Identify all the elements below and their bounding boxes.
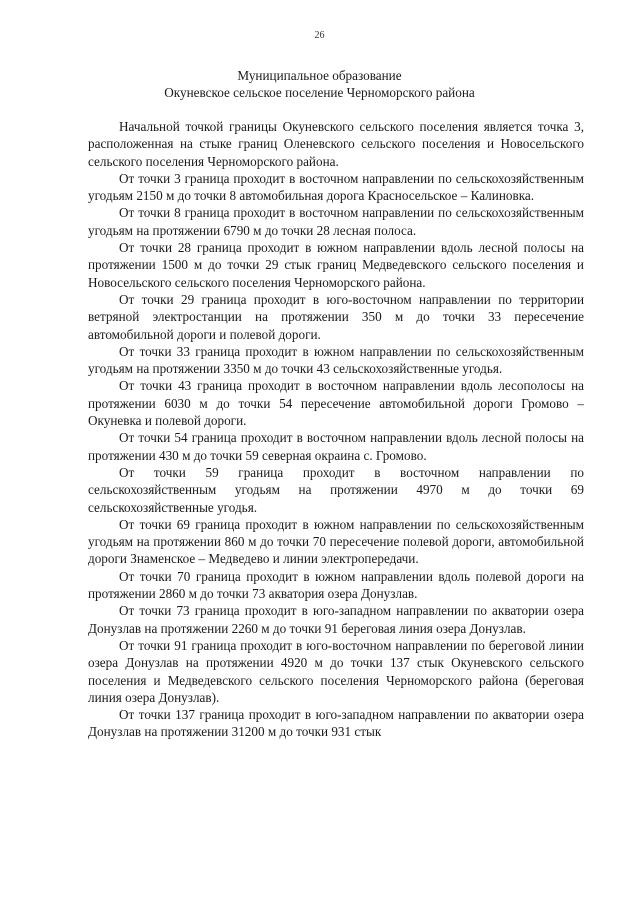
title-line-2: Окуневское сельское поселение Черноморского района — [164, 85, 475, 100]
paragraph: От точки 33 граница проходит в южном направлении по сельскохозяйственным угодьям на протяжении 3350 м до точки 43 сельскохозяйственные угодья. — [88, 343, 584, 377]
paragraph: От точки 91 граница проходит в юго-восточном направлении по береговой линии озера Донузлав на протяжении 4920 м до точки 137 стык Окуневского сельского поселения и Медведевского сельского поселения Черноморского района (береговая линия озера Донузлав). — [88, 637, 584, 705]
page-number: 26 — [314, 30, 325, 41]
paragraph: От точки 137 граница проходит в юго-западном направлении по акватории озера Донузлав на протяжении 31200 м до точки 931 стык — [88, 707, 584, 740]
paragraph: Начальной точкой границы Окуневского сельского поселения является точка 3, расположенная на стыке границ Оленевского сельского поселения и Новосельского сельского поселения Черноморского района. — [88, 119, 584, 169]
paragraph: От точки 28 граница проходит в южном направлении вдоль лесной полосы на протяжении 1500 м до точки 29 стык границ Медведевского сельского поселения и Новосельского сельского поселения Черноморского района. — [88, 240, 584, 290]
paragraph: От точки 43 граница проходит в восточном направлении вдоль лесополосы на протяжении 6030 м до точки 54 пересечение автомобильной дороги Громово – Окуневка и полевой дороги. — [88, 378, 584, 429]
paragraph: От точки 59 граница проходит в восточном направлении по сельскохозяйственным угодьям на протяжении 4970 м до точки 69 сельскохозяйственные угодья. — [88, 464, 584, 515]
paragraph: От точки 3 граница проходит в восточном направлении по сельскохозяйственным угодьям 2150 м до точки 8 автомобильная дорога Красносельское – Калиновка. — [88, 170, 584, 204]
paragraph: От точки 73 граница проходит в юго-западном направлении по акватории озера Донузлав на протяжении 2260 м до точки 91 береговая линия озера Донузлав. — [88, 603, 584, 636]
paragraph: От точки 8 граница проходит в восточном направлении по сельскохозяйственным угодьям на протяжении 6790 м до точки 28 лесная полоса. — [88, 205, 584, 238]
paragraph: От точки 69 граница проходит в южном направлении по сельскохозяйственным угодьям на протяжении 860 м до точки 70 пересечение полевой дороги, автомобильной дороги Знаменское – Медведево и линии электропередачи. — [88, 516, 584, 567]
document-body — [88, 118, 584, 741]
paragraph: От точки 29 граница проходит в юго-восточном направлении по территории ветряной электростанции на протяжении 350 м до точки 33 пересечение автомобильной дороги и полевой дороги. — [88, 291, 584, 342]
title-line-1: Муниципальное образование — [237, 68, 402, 83]
paragraph: От точки 70 граница проходит в южном направлении вдоль полевой дороги на протяжении 2860 м до точки 73 акватория озера Донузлав. — [88, 568, 584, 602]
document-title — [0, 67, 639, 101]
paragraph: От точки 54 граница проходит в восточном направлении вдоль лесной полосы на протяжении 430 м до точки 59 северная окраина с. Громово. — [88, 430, 584, 463]
